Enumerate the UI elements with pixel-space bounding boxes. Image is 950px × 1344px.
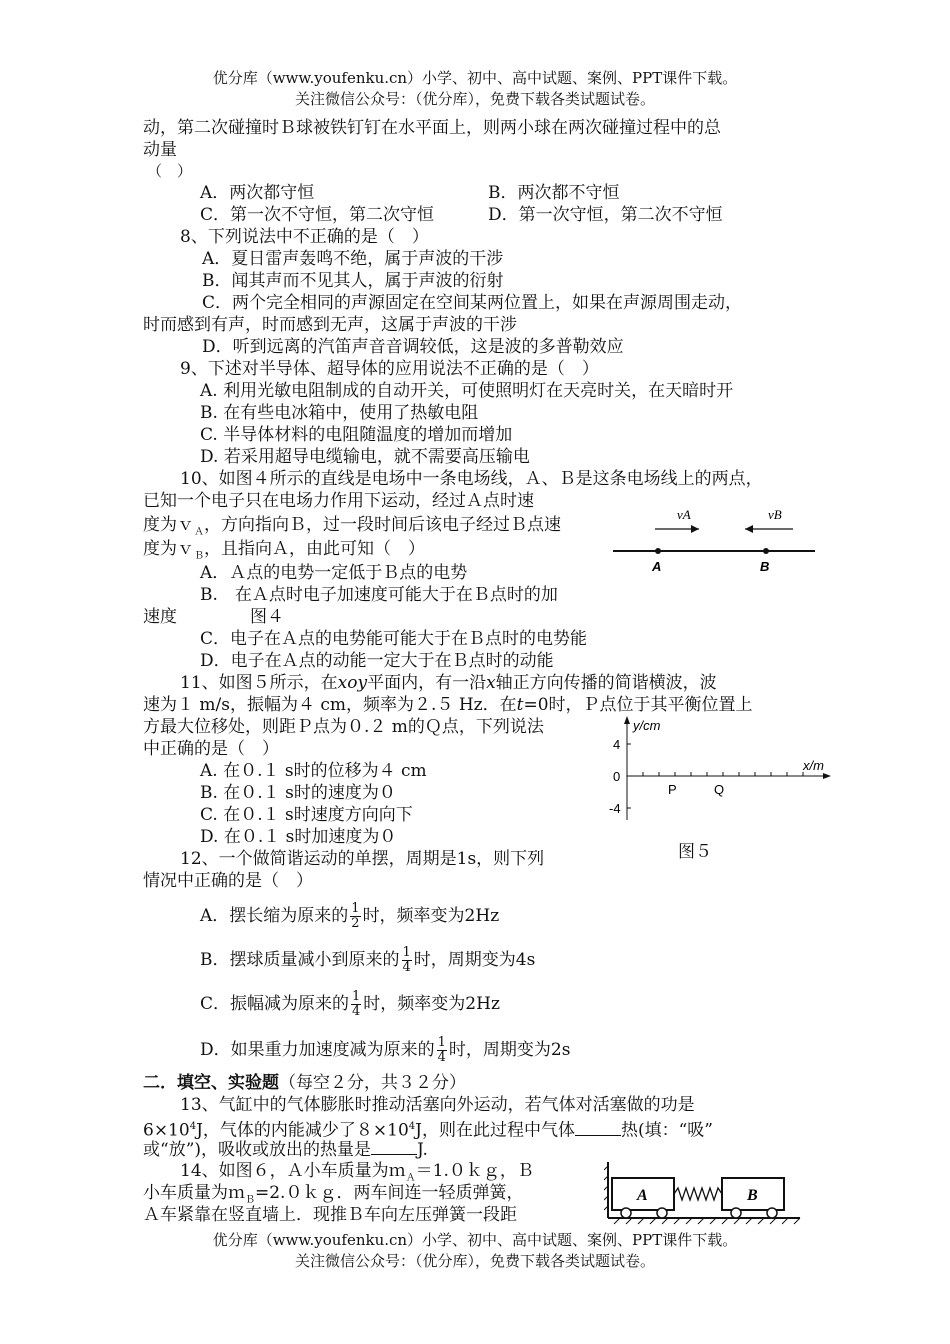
q10-option-c: C．电子在Ａ点的电势能可能大于在Ｂ点时的电势能 [200,629,588,649]
q12-option-b-fraction: $\frac{1}{4}$ [402,945,411,975]
q10-option-b-line-2: 速度 [143,607,177,627]
figure-6-carts [604,1160,804,1230]
q11-line-4: 中正确的是（ ） [143,739,279,759]
figure-6-b-label: B [747,1187,758,1204]
q13-blank-1[interactable] [575,1119,621,1136]
q11-option-b: B. 在０.１ s时的速度为０ [200,783,396,803]
q10-option-b-line-1: B. 在Ａ点时电子加速度可能大于在Ｂ点时的加 [200,585,558,605]
q10-line-2: 已知一个电子只在电场力作用下运动，经过Ａ点时速 [143,491,534,511]
figure-4-field-line [605,495,825,585]
q9-option-a: A. 利用光敏电阻制成的自动开关，可使照明灯在天亮时关，在天暗时开 [200,381,734,401]
q11-line-3: 方最大位移处，则距Ｐ点为０.２ m的Ｑ点，下列说法 [143,717,544,737]
q12-option-a: A．摆长缩为原来的 $\frac{1}{2}$ 时，频率变为2Hz [200,901,500,931]
q10-option-a: A．Ａ点的电势一定低于Ｂ点的电势 [200,563,468,583]
q7-option-b: B．两次都不守恒 [488,183,620,203]
footer-line-1: 优分库（www.youfenku.cn）小学、初中、高中试题、案例、PPT课件下载。 [212,1231,738,1249]
figure-5-caption: 图５ [678,842,712,862]
q7-option-c: C．第一次不守恒，第二次守恒 [200,205,435,225]
q8-stem: 8、下列说法中不正确的是（ ） [180,227,429,247]
q12-option-c-fraction: $\frac{1}{4}$ [352,989,361,1019]
figure-5-x-arrowhead [823,773,831,779]
figure-6-cart-b-wheel-1 [731,1208,741,1218]
q9-stem: 9、下述对半导体、超导体的应用说法不正确的是（ ） [180,359,599,379]
figure-6-spring [674,1188,722,1200]
q12-option-d-fraction: $\frac{1}{4}$ [437,1035,446,1065]
figure-5-x-label: x/m [803,758,824,773]
figure-5-point-q: Q [714,782,725,797]
q11-option-d: D. 在０.１ s时加速度为０ [200,827,397,847]
q8-option-d: D．听到远离的汽笛声音音调较低，这是波的多普勒效应 [202,337,624,357]
figure-4-b-label: B [760,559,770,574]
q12-line-2: 情况中正确的是（ ） [143,871,313,891]
q14-line-2: 小车质量为ｍ$_B$=2.０ｋｇ．两车间连一轻质弹簧， [143,1183,524,1206]
q10-line-1: 10、如图４所示的直线是电场中一条电场线，Ａ、Ｂ是这条电场线上的两点， [180,469,763,489]
figure-4-a-label: A [652,559,662,574]
q7-line-2: 动量 [143,140,177,160]
q12-line-1: 12、一个做简谐运动的单摆，周期是1s，则下列 [180,849,545,869]
figure-6-cart-a-wheel-2 [657,1208,667,1218]
q8-option-c-line-1: C．两个完全相同的声源固定在空间某两位置上，如果在声源周围走动， [202,293,743,313]
q12-option-c: C．振幅减为原来的 $\frac{1}{4}$ 时，频率变为2Hz [200,989,500,1019]
q11-line-1: 11、如图５所示，在xoy平面内，有一沿x轴正方向传播的简谐横波，波 [180,673,717,693]
header-line-1: 优分库（www.youfenku.cn）小学、初中、高中试题、案例、PPT课件下载。 [212,69,738,87]
figure-5-point-p: P [668,782,677,797]
figure-5-axes [605,710,845,830]
figure-4-caption: 图４ [250,607,284,627]
q9-option-c: C. 半导体材料的电阻随温度的增加而增加 [200,425,513,445]
q12-option-d: D．如果重力加速度减为原来的 $\frac{1}{4}$ 时，周期变为2s [200,1035,571,1065]
q7-option-a: A．两次都守恒 [200,183,315,203]
q12-option-a-fraction: $\frac{1}{2}$ [351,901,360,931]
figure-4-point-b [763,548,769,554]
q8-option-b: B．闻其声而不见其人，属于声波的衍射 [202,271,504,291]
figure-5-tick-4: 4 [613,737,621,752]
q8-option-c-line-2: 时而感到有声，时而感到无声，这属于声波的干涉 [143,315,517,335]
figure-5-tick-minus-4: -4 [609,801,621,816]
q10-line-3: 度为ｖ$_A$，方向指向Ｂ，过一段时间后该电子经过Ｂ点速 [143,515,561,538]
q7-option-d: D．第一次守恒，第二次不守恒 [488,205,723,225]
figure-5-y-arrowhead [624,716,630,724]
q8-option-a: A．夏日雷声轰鸣不绝，属于声波的干涉 [202,249,504,269]
q11-option-a: A. 在０.１ s时的位移为４ cm [200,761,427,781]
figure-6-cart-a-wheel-1 [621,1208,631,1218]
figure-5-y-label: y/cm [633,718,661,733]
q13-line-2: $6\times 10^4J$，气体的内能减少了$8\times 10^4J$，则在此过程中气体 热(填：“吸” [143,1120,713,1141]
q14-line-1: 14、如图６，Ａ小车质量为ｍ$_A$＝1.０ｋｇ，Ｂ [180,1161,534,1184]
figure-4-vb-arrowhead [745,525,753,533]
q13-blank-2[interactable] [371,1138,417,1155]
q7-line-1: 动，第二次碰撞时Ｂ球被铁钉钉在水平面上，则两小球在两次碰撞过程中的总 [143,118,721,138]
q11-option-c: C. 在０.１ s时速度方向向下 [200,805,413,825]
q13-line-1: 13、气缸中的气体膨胀时推动活塞向外运动，若气体对活塞做的功是 [180,1095,695,1115]
q13-line-3: 或“放”)，吸收或放出的热量是 J. [143,1140,428,1160]
footer-line-2: 关注微信公众号：（优分库），免费下载各类试题试卷。 [294,1252,655,1270]
q14-line-3: Ａ车紧靠在竖直墙上．现推Ｂ车向左压弹簧一段距 [143,1205,517,1225]
q10-option-d: D．电子在Ａ点的动能一定大于在Ｂ点时的动能 [200,651,554,671]
figure-6-cart-b-wheel-2 [767,1208,777,1218]
q11-line-2: 速为１ m/s，振幅为４ cm，频率为２.５ Hz．在t=0时，Ｐ点位于其平衡位置上 [143,695,753,715]
figure-6-a-label: A [637,1187,648,1204]
figure-4-va-arrowhead [691,525,699,533]
figure-4-vb-label: vB [768,507,782,522]
header-line-2: 关注微信公众号：（优分库），免费下载各类试题试卷。 [294,90,655,108]
q9-option-b: B. 在有些电冰箱中，使用了热敏电阻 [200,403,479,423]
section-2-heading: 二．填空、实验题（每空２分，共３２分） [143,1073,466,1093]
figure-4-point-a [655,548,661,554]
q10-line-4: 度为ｖ$_B$，且指向Ａ，由此可知（ ） [143,539,425,562]
q12-option-b: B．摆球质量减小到原来的 $\frac{1}{4}$ 时，周期变为4s [200,945,536,975]
figure-4-va-label: vA [677,507,691,522]
figure-5-tick-0: 0 [613,769,621,784]
q7-paren: （ ） [147,162,193,180]
q9-option-d: D. 若采用超导电缆输电，就不需要高压输电 [200,447,530,467]
